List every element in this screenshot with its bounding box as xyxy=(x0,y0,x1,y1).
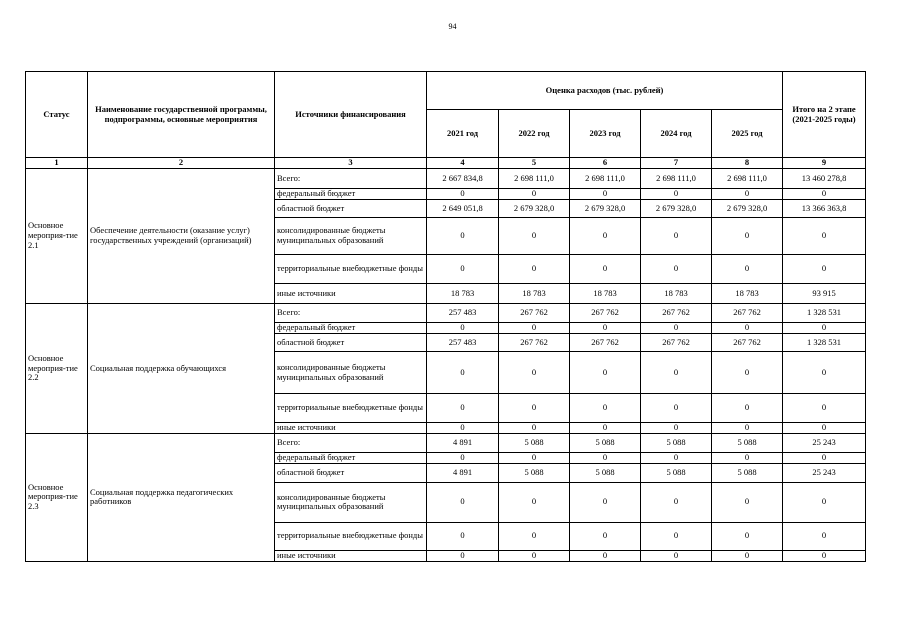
header-cost-estimate: Оценка расходов (тыс. рублей) xyxy=(427,72,783,110)
status-cell: Основное мероприя-тие 2.2 xyxy=(26,304,88,434)
year-value-cell: 0 xyxy=(427,189,499,200)
year-value-cell: 18 783 xyxy=(712,284,783,304)
year-value-cell: 0 xyxy=(641,452,712,463)
table-row xyxy=(26,304,866,323)
year-value-cell: 0 xyxy=(499,323,570,334)
funding-source-cell: федеральный бюджет xyxy=(275,323,427,334)
funding-source-cell: территориальные внебюджетные фонды xyxy=(275,394,427,423)
year-value-cell: 0 xyxy=(641,482,712,522)
year-value-cell: 0 xyxy=(427,482,499,522)
year-value-cell: 5 088 xyxy=(499,463,570,482)
total-value-cell: 13 460 278,8 xyxy=(783,169,866,189)
funding-source-cell: областной бюджет xyxy=(275,200,427,218)
year-value-cell: 267 762 xyxy=(499,304,570,323)
measure-name-cell: Обеспечение деятельности (оказание услуг) государственных учреждений (организаций) xyxy=(88,169,275,304)
year-value-cell: 0 xyxy=(499,189,570,200)
funding-source-cell: консолидированные бюджеты муниципальных образований xyxy=(275,352,427,394)
funding-source-cell: Всего: xyxy=(275,169,427,189)
table-row xyxy=(26,433,866,452)
year-value-cell: 267 762 xyxy=(712,304,783,323)
year-value-cell: 0 xyxy=(641,352,712,394)
year-value-cell: 0 xyxy=(570,550,641,561)
year-value-cell: 0 xyxy=(641,550,712,561)
year-value-cell: 5 088 xyxy=(641,433,712,452)
year-value-cell: 0 xyxy=(712,352,783,394)
year-value-cell: 267 762 xyxy=(712,334,783,352)
year-value-cell: 2 649 051,8 xyxy=(427,200,499,218)
year-value-cell: 0 xyxy=(712,218,783,255)
page-number: 94 xyxy=(448,22,457,31)
year-value-cell: 0 xyxy=(641,323,712,334)
total-value-cell: 0 xyxy=(783,255,866,284)
total-value-cell: 0 xyxy=(783,323,866,334)
year-value-cell: 4 891 xyxy=(427,463,499,482)
year-value-cell: 2 679 328,0 xyxy=(499,200,570,218)
year-value-cell: 257 483 xyxy=(427,334,499,352)
year-value-cell: 0 xyxy=(499,550,570,561)
year-value-cell: 267 762 xyxy=(499,334,570,352)
total-value-cell: 0 xyxy=(783,452,866,463)
year-value-cell: 267 762 xyxy=(570,304,641,323)
year-value-cell: 0 xyxy=(499,522,570,550)
year-value-cell: 0 xyxy=(570,255,641,284)
year-value-cell: 0 xyxy=(570,482,641,522)
funding-source-cell: федеральный бюджет xyxy=(275,189,427,200)
year-value-cell: 5 088 xyxy=(641,463,712,482)
year-value-cell: 0 xyxy=(570,323,641,334)
year-value-cell: 0 xyxy=(427,423,499,434)
funding-source-cell: иные источники xyxy=(275,423,427,434)
year-value-cell: 18 783 xyxy=(641,284,712,304)
year-value-cell: 18 783 xyxy=(427,284,499,304)
year-value-cell: 0 xyxy=(712,522,783,550)
funding-source-cell: территориальные внебюджетные фонды xyxy=(275,255,427,284)
year-value-cell: 2 698 111,0 xyxy=(570,169,641,189)
column-number: 3 xyxy=(275,158,427,169)
year-value-cell: 0 xyxy=(427,394,499,423)
column-number: 9 xyxy=(783,158,866,169)
total-value-cell: 1 328 531 xyxy=(783,334,866,352)
header-status: Статус xyxy=(26,72,88,158)
year-value-cell: 0 xyxy=(499,255,570,284)
year-value-cell: 2 679 328,0 xyxy=(570,200,641,218)
funding-source-cell: территориальные внебюджетные фонды xyxy=(275,522,427,550)
year-value-cell: 0 xyxy=(570,423,641,434)
year-value-cell: 0 xyxy=(570,452,641,463)
year-value-cell: 2 698 111,0 xyxy=(712,169,783,189)
total-value-cell: 0 xyxy=(783,423,866,434)
year-value-cell: 267 762 xyxy=(641,304,712,323)
header-year: 2021 год xyxy=(427,110,499,158)
total-value-cell: 13 366 363,8 xyxy=(783,200,866,218)
total-value-cell: 25 243 xyxy=(783,463,866,482)
funding-source-cell: иные источники xyxy=(275,550,427,561)
year-value-cell: 0 xyxy=(641,394,712,423)
column-number: 1 xyxy=(26,158,88,169)
table-row xyxy=(26,169,866,189)
year-value-cell: 0 xyxy=(570,352,641,394)
year-value-cell: 2 679 328,0 xyxy=(641,200,712,218)
year-value-cell: 0 xyxy=(712,423,783,434)
year-value-cell: 0 xyxy=(712,482,783,522)
header-sources: Источники финансирования xyxy=(275,72,427,158)
total-value-cell: 0 xyxy=(783,482,866,522)
year-value-cell: 0 xyxy=(499,452,570,463)
funding-source-cell: консолидированные бюджеты муниципальных образований xyxy=(275,218,427,255)
year-value-cell: 0 xyxy=(427,323,499,334)
column-number: 8 xyxy=(712,158,783,169)
year-value-cell: 0 xyxy=(570,394,641,423)
funding-source-cell: Всего: xyxy=(275,433,427,452)
year-value-cell: 0 xyxy=(641,255,712,284)
column-number: 4 xyxy=(427,158,499,169)
measure-name-cell: Социальная поддержка педагогических работников xyxy=(88,433,275,561)
year-value-cell: 2 698 111,0 xyxy=(499,169,570,189)
year-value-cell: 0 xyxy=(427,218,499,255)
funding-source-cell: областной бюджет xyxy=(275,334,427,352)
year-value-cell: 0 xyxy=(570,218,641,255)
year-value-cell: 0 xyxy=(641,423,712,434)
year-value-cell: 257 483 xyxy=(427,304,499,323)
year-value-cell: 0 xyxy=(712,452,783,463)
year-value-cell: 2 679 328,0 xyxy=(712,200,783,218)
year-value-cell: 267 762 xyxy=(570,334,641,352)
column-numbers-row xyxy=(26,158,866,169)
total-value-cell: 0 xyxy=(783,189,866,200)
column-number: 6 xyxy=(570,158,641,169)
year-value-cell: 0 xyxy=(712,323,783,334)
header-year: 2024 год xyxy=(641,110,712,158)
column-number: 5 xyxy=(499,158,570,169)
total-value-cell: 93 915 xyxy=(783,284,866,304)
year-value-cell: 0 xyxy=(641,189,712,200)
header-name: Наименование государственной программы, подпрограммы, основные мероприятия xyxy=(88,72,275,158)
year-value-cell: 0 xyxy=(499,218,570,255)
year-value-cell: 0 xyxy=(641,522,712,550)
header-year: 2023 год xyxy=(570,110,641,158)
measure-name-cell: Социальная поддержка обучающихся xyxy=(88,304,275,434)
year-value-cell: 5 088 xyxy=(570,463,641,482)
column-number: 7 xyxy=(641,158,712,169)
header-year: 2025 год xyxy=(712,110,783,158)
year-value-cell: 5 088 xyxy=(712,433,783,452)
total-value-cell: 0 xyxy=(783,218,866,255)
year-value-cell: 0 xyxy=(499,394,570,423)
year-value-cell: 0 xyxy=(712,189,783,200)
status-cell: Основное мероприя-тие 2.1 xyxy=(26,169,88,304)
year-value-cell: 0 xyxy=(427,352,499,394)
year-value-cell: 0 xyxy=(427,522,499,550)
year-value-cell: 0 xyxy=(499,423,570,434)
year-value-cell: 4 891 xyxy=(427,433,499,452)
year-value-cell: 0 xyxy=(499,352,570,394)
total-value-cell: 0 xyxy=(783,394,866,423)
year-value-cell: 0 xyxy=(570,522,641,550)
year-value-cell: 18 783 xyxy=(499,284,570,304)
header-year: 2022 год xyxy=(499,110,570,158)
total-value-cell: 0 xyxy=(783,550,866,561)
year-value-cell: 18 783 xyxy=(570,284,641,304)
total-value-cell: 0 xyxy=(783,352,866,394)
year-value-cell: 0 xyxy=(427,550,499,561)
funding-source-cell: иные источники xyxy=(275,284,427,304)
year-value-cell: 5 088 xyxy=(499,433,570,452)
total-value-cell: 25 243 xyxy=(783,433,866,452)
year-value-cell: 0 xyxy=(499,482,570,522)
year-value-cell: 5 088 xyxy=(712,463,783,482)
funding-source-cell: Всего: xyxy=(275,304,427,323)
status-cell: Основное мероприя-тие 2.3 xyxy=(26,433,88,561)
year-value-cell: 0 xyxy=(712,394,783,423)
year-value-cell: 0 xyxy=(641,218,712,255)
total-value-cell: 1 328 531 xyxy=(783,304,866,323)
year-value-cell: 5 088 xyxy=(570,433,641,452)
year-value-cell: 0 xyxy=(427,255,499,284)
header-total: Итого на 2 этапе (2021-2025 годы) xyxy=(783,72,866,158)
funding-source-cell: областной бюджет xyxy=(275,463,427,482)
year-value-cell: 2 667 834,8 xyxy=(427,169,499,189)
total-value-cell: 0 xyxy=(783,522,866,550)
year-value-cell: 267 762 xyxy=(641,334,712,352)
funding-source-cell: федеральный бюджет xyxy=(275,452,427,463)
year-value-cell: 0 xyxy=(712,255,783,284)
year-value-cell: 0 xyxy=(570,189,641,200)
year-value-cell: 2 698 111,0 xyxy=(641,169,712,189)
column-number: 2 xyxy=(88,158,275,169)
year-value-cell: 0 xyxy=(712,550,783,561)
funding-source-cell: консолидированные бюджеты муниципальных образований xyxy=(275,482,427,522)
year-value-cell: 0 xyxy=(427,452,499,463)
budget-table xyxy=(25,71,866,562)
